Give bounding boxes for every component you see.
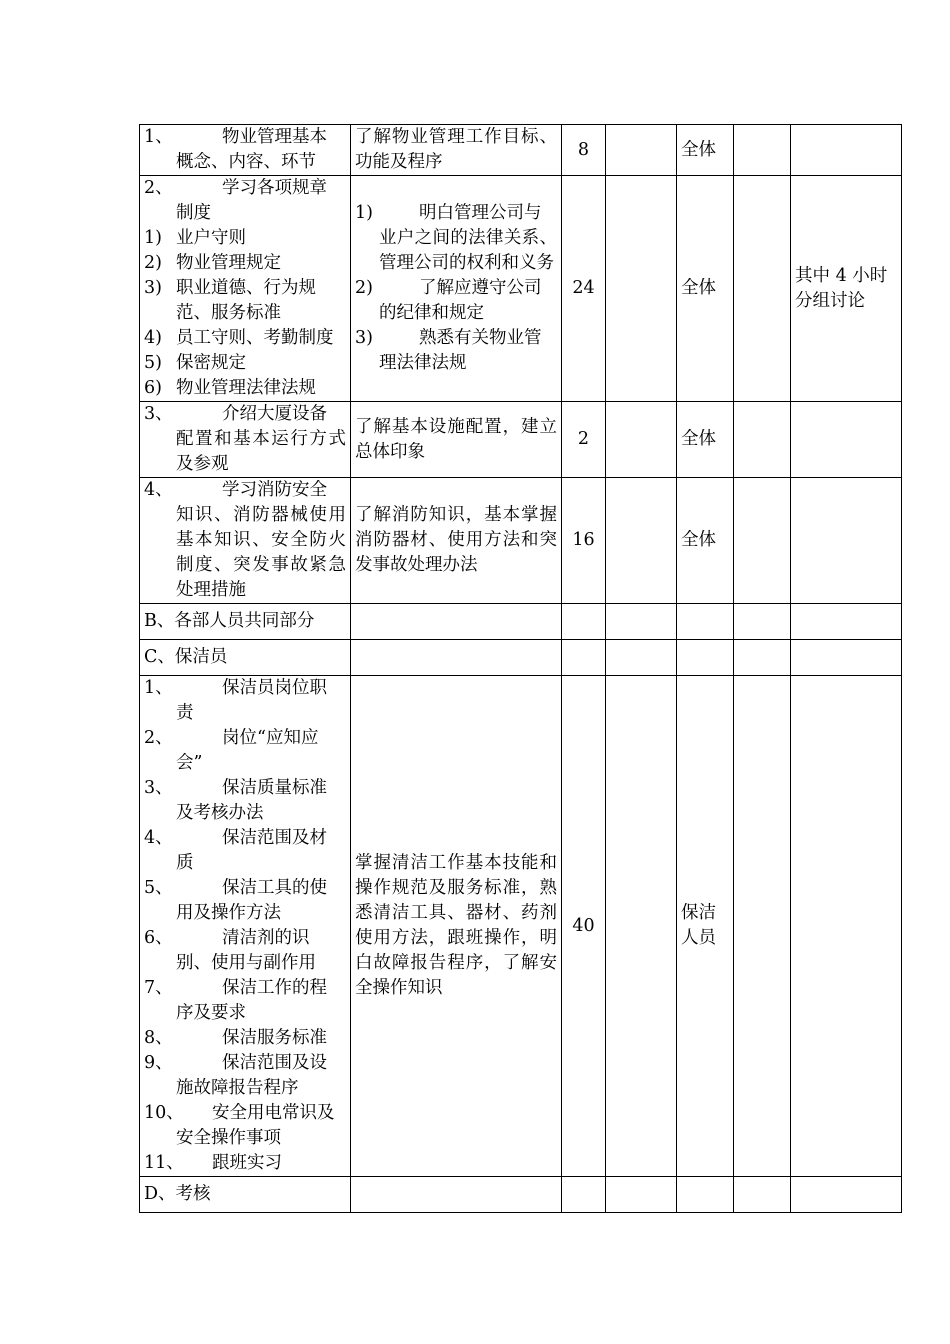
goal-item-text-continued: 的纪律和规定 (379, 303, 484, 323)
sub-item-number: 3) (144, 278, 162, 298)
table-row (140, 176, 902, 402)
empty-cell (734, 478, 791, 604)
empty-cell (734, 1177, 791, 1213)
hours-cell: 40 (562, 676, 606, 1177)
item-number: 3、 (144, 778, 173, 798)
section-row (140, 640, 902, 676)
empty-cell (606, 676, 677, 1177)
content-cell (140, 402, 351, 478)
goal-item-number: 3) (355, 328, 373, 348)
table-row (140, 402, 902, 478)
item-number: 3、 (144, 404, 173, 424)
note-cell: 其中 4 小时分组讨论 (791, 176, 902, 402)
item-number: 1、 (144, 127, 173, 147)
trainee-cell: 保洁人员 (677, 676, 734, 1177)
item-number: 4、 (144, 480, 173, 500)
goal-cell: 了解消防知识，基本掌握消防器材、使用方法和突发事故处理办法 (351, 478, 562, 604)
content-cell (140, 478, 351, 604)
section-title: C、保洁员 (140, 640, 351, 676)
trainee-cell: 全体 (677, 176, 734, 402)
empty-cell (606, 125, 677, 176)
empty-cell (734, 402, 791, 478)
empty-cell (562, 640, 606, 676)
item-text: 保洁范围及设 (222, 1053, 327, 1073)
item-text: 保洁工作的程 (222, 978, 327, 998)
goal-cell: 掌握清洁工作基本技能和操作规范及服务标准，熟悉清洁工具、器材、药剂使用方法，跟班操作，明白故障报告程序，了解安全操作知识 (351, 676, 562, 1177)
sub-item-text: 保密规定 (176, 353, 246, 373)
empty-cell (606, 478, 677, 604)
item-number: 5、 (144, 878, 173, 898)
empty-cell (606, 640, 677, 676)
sub-item-number: 2) (144, 253, 162, 273)
empty-cell (562, 604, 606, 640)
item-number: 9、 (144, 1053, 173, 1073)
content-cell (140, 676, 351, 1177)
trainee-cell: 全体 (677, 125, 734, 176)
item-text-continued: 序及要求 (176, 1003, 246, 1023)
item-text: 介绍大厦设备 (222, 404, 327, 424)
content-cell (140, 125, 351, 176)
training-plan-table (139, 124, 902, 1213)
trainee-cell: 全体 (677, 402, 734, 478)
empty-cell (351, 1177, 562, 1213)
sub-item-text: 业户守则 (176, 228, 246, 248)
sub-item-number: 5) (144, 353, 162, 373)
note-cell (791, 125, 902, 176)
item-text-continued: 及考核办法 (176, 803, 264, 823)
note-cell (791, 478, 902, 604)
item-text: 学习各项规章 (222, 178, 327, 198)
item-text: 跟班实习 (212, 1153, 282, 1173)
item-number: 2、 (144, 728, 173, 748)
goal-cell: 了解物业管理工作目标、功能及程序 (351, 125, 562, 176)
section-row (140, 604, 902, 640)
sub-item-text: 物业管理规定 (176, 253, 281, 273)
item-text: 保洁服务标准 (222, 1028, 327, 1048)
empty-cell (734, 640, 791, 676)
item-text: 保洁员岗位职 (222, 678, 327, 698)
hours-cell: 2 (562, 402, 606, 478)
item-text-continued: 知识、消防器械使用基本知识、安全防火制度、突发事故紧急处理措施 (176, 505, 346, 600)
empty-cell (606, 402, 677, 478)
empty-cell (606, 1177, 677, 1213)
item-number: 6、 (144, 928, 173, 948)
item-number: 1、 (144, 678, 173, 698)
empty-cell (677, 1177, 734, 1213)
item-number: 8、 (144, 1028, 173, 1048)
sub-item-number: 6) (144, 378, 162, 398)
content-cell (140, 176, 351, 402)
item-number: 2、 (144, 178, 173, 198)
hours-cell: 8 (562, 125, 606, 176)
sub-item-text-continued: 范、服务标准 (176, 303, 281, 323)
item-text: 物业管理基本 (222, 127, 327, 147)
item-text-continued: 责 (176, 703, 194, 723)
sub-item-text: 员工守则、考勤制度 (176, 328, 334, 348)
item-text: 保洁范围及材 (222, 828, 327, 848)
item-text: 学习消防安全 (222, 480, 327, 500)
goal-item-text: 熟悉有关物业管 (419, 328, 542, 348)
empty-cell (351, 604, 562, 640)
empty-cell (791, 604, 902, 640)
trainee-cell: 全体 (677, 478, 734, 604)
empty-cell (677, 640, 734, 676)
goal-cell (351, 176, 562, 402)
goal-item-text-continued: 业户之间的法律关系、管理公司的权利和义务 (379, 228, 557, 273)
item-text-continued: 安全操作事项 (176, 1128, 281, 1148)
item-number: 11、 (144, 1153, 184, 1173)
item-text: 岗位“应知应 (222, 728, 319, 748)
sub-item-text: 职业道德、行为规 (176, 278, 316, 298)
goal-item-number: 2) (355, 278, 373, 298)
empty-cell (677, 604, 734, 640)
section-title: D、考核 (140, 1177, 351, 1213)
section-row (140, 1177, 902, 1213)
goal-item-number: 1) (355, 203, 373, 223)
table-row (140, 478, 902, 604)
item-text: 安全用电常识及 (212, 1103, 335, 1123)
empty-cell (734, 676, 791, 1177)
goal-item-text: 明白管理公司与 (419, 203, 542, 223)
table-row (140, 676, 902, 1177)
item-number: 10、 (144, 1103, 184, 1123)
goal-item-text: 了解应遵守公司 (419, 278, 542, 298)
item-text-continued: 施故障报告程序 (176, 1078, 299, 1098)
item-text: 保洁工具的使 (222, 878, 327, 898)
empty-cell (791, 1177, 902, 1213)
item-number: 7、 (144, 978, 173, 998)
item-text-continued: 会” (176, 753, 203, 773)
goal-cell: 了解基本设施配置，建立总体印象 (351, 402, 562, 478)
item-text-continued: 用及操作方法 (176, 903, 281, 923)
item-text: 清洁剂的识 (222, 928, 310, 948)
section-title: B、各部人员共同部分 (140, 604, 351, 640)
item-text-continued: 质 (176, 853, 194, 873)
hours-cell: 16 (562, 478, 606, 604)
empty-cell (791, 676, 902, 1177)
sub-item-number: 4) (144, 328, 162, 348)
empty-cell (562, 1177, 606, 1213)
sub-item-text: 物业管理法律法规 (176, 378, 316, 398)
empty-cell (606, 176, 677, 402)
empty-cell (351, 640, 562, 676)
item-text-continued: 概念、内容、环节 (176, 152, 316, 172)
empty-cell (734, 125, 791, 176)
item-number: 4、 (144, 828, 173, 848)
note-cell (791, 402, 902, 478)
item-text-continued: 配置和基本运行方式及参观 (176, 429, 346, 474)
empty-cell (791, 640, 902, 676)
goal-item-text-continued: 理法律法规 (379, 353, 467, 373)
item-text-continued: 别、使用与副作用 (176, 953, 316, 973)
item-text-continued: 制度 (176, 203, 211, 223)
hours-cell: 24 (562, 176, 606, 402)
sub-item-number: 1) (144, 228, 162, 248)
item-text: 保洁质量标准 (222, 778, 327, 798)
empty-cell (734, 604, 791, 640)
empty-cell (734, 176, 791, 402)
empty-cell (606, 604, 677, 640)
table-row (140, 125, 902, 176)
